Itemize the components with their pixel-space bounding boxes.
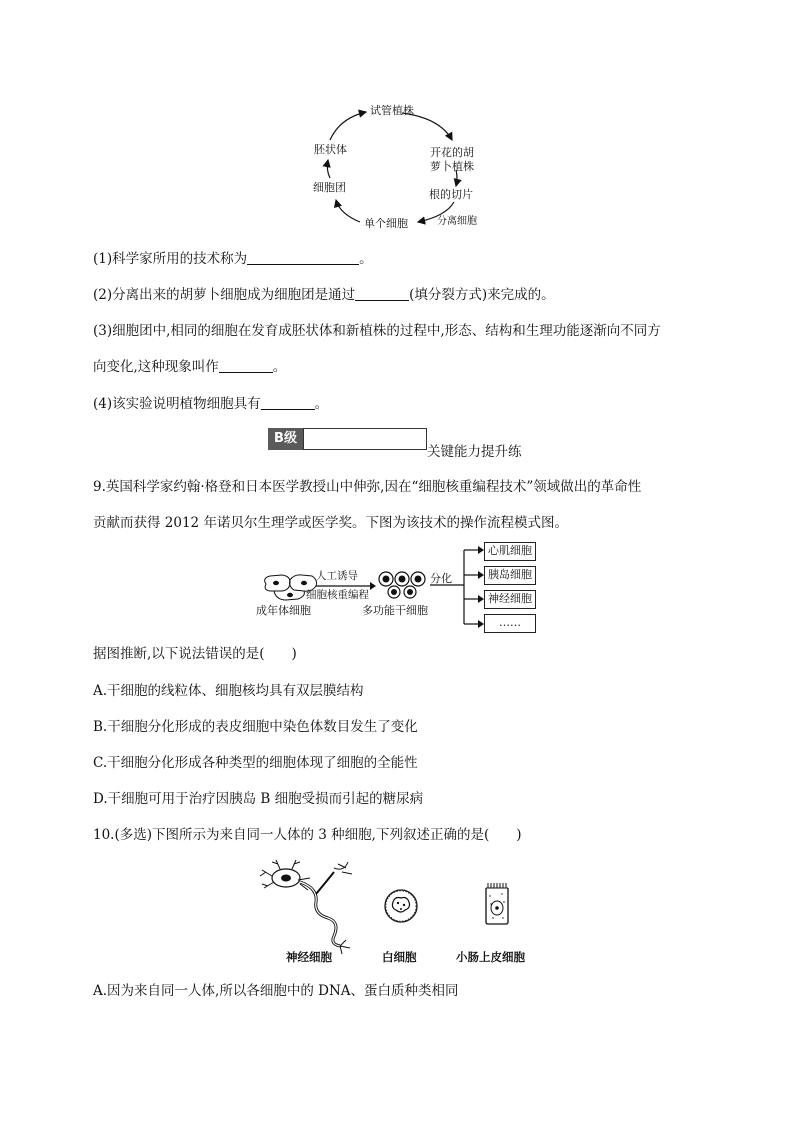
target-cardiac: 心肌细胞 bbox=[484, 542, 536, 561]
caption-white-blood-cell: 白细胞 bbox=[382, 950, 417, 964]
answer-blank bbox=[355, 286, 409, 301]
q9-option-b: B.干细胞分化形成的表皮细胞中染色体数目发生了变化 bbox=[93, 719, 418, 735]
arrow-label-bottom: 细胞核重编程 bbox=[306, 589, 369, 601]
nerve-cell-drawing bbox=[258, 858, 358, 948]
answer-blank bbox=[219, 358, 273, 373]
q9-option-d: D.干细胞可用于治疗因胰岛 B 细胞受损而引起的糖尿病 bbox=[93, 791, 424, 807]
arrow-mass-to-embryoid bbox=[327, 160, 330, 178]
q10-stem: 10.(多选)下图所示为来自同一人体的 3 种细胞,下列叙述正确的是( ) bbox=[93, 827, 522, 843]
arrow-embryoid-to-plant bbox=[330, 112, 366, 140]
q8-part3-line1: (3)细胞团中,相同的细胞在发育成胚状体和新植株的过程中,形态、结构和生理功能逐渐向不同方 bbox=[93, 323, 661, 339]
node-test-tube-plant: 试管植株 bbox=[370, 104, 414, 117]
caption-epithelial-cell: 小肠上皮细胞 bbox=[456, 950, 525, 964]
target-nerve: 神经细胞 bbox=[484, 590, 536, 609]
intestinal-epithelial-cell-drawing bbox=[482, 882, 512, 926]
q10-option-a: A.因为来自同一人体,所以各细胞中的 DNA、蛋白质种类相同 bbox=[93, 983, 459, 999]
node-root-slice: 根的切片 bbox=[429, 188, 473, 201]
q9-question: 据图推断,以下说法错误的是( ) bbox=[93, 646, 297, 662]
arrow-label-top: 人工诱导 bbox=[316, 570, 358, 582]
level-title: 关键能力提升练 bbox=[427, 444, 522, 460]
arrow-single-to-mass bbox=[336, 200, 360, 222]
q9-stem-line2: 贡献而获得 2012 年诺贝尔生理学或医学奖。下图为该技术的操作流程模式图。 bbox=[93, 515, 568, 531]
node-embryoid: 胚状体 bbox=[314, 143, 347, 156]
caption-nerve-cell: 神经细胞 bbox=[286, 950, 332, 964]
stem-cell-label: 多功能干细胞 bbox=[362, 604, 428, 617]
level-badge: B级 bbox=[268, 428, 303, 450]
node-flowering-carrot-l2: 萝卜植株 bbox=[430, 160, 474, 173]
node-cell-mass: 细胞团 bbox=[313, 181, 346, 194]
q9-option-c: C.干细胞分化形成各种类型的细胞体现了细胞的全能性 bbox=[93, 755, 418, 771]
cycle-arrows bbox=[0, 0, 794, 240]
level-badge-frame bbox=[303, 428, 427, 450]
q8-part2: (2)分离出来的胡萝卜细胞成为细胞团是通过 (填分裂方式)来完成的。 bbox=[93, 287, 555, 303]
q8-part3-line2: 向变化,这种现象叫作 。 bbox=[93, 359, 287, 375]
q8-part1: (1)科学家所用的技术称为 。 bbox=[93, 251, 373, 267]
q9-stem-line1: 9.英国科学家约翰·格登和日本医学教授山中伸弥,因在“细胞核重编程技术”领域做出的革命性 bbox=[93, 479, 642, 495]
arrow-plant-to-flower bbox=[402, 113, 452, 140]
node-single-cell: 单个细胞 bbox=[364, 217, 408, 230]
target-more: …… bbox=[484, 614, 536, 633]
differentiation-label: 分化 bbox=[430, 572, 452, 585]
stem-cells-drawing bbox=[378, 570, 438, 598]
target-islet: 胰岛细胞 bbox=[484, 566, 536, 585]
adult-cell-label: 成年体细胞 bbox=[256, 604, 311, 617]
q9-option-a: A.干细胞的线粒体、细胞核均具有双层膜结构 bbox=[93, 683, 364, 699]
answer-blank bbox=[247, 250, 359, 265]
q8-part4: (4)该实验说明植物细胞具有 。 bbox=[93, 396, 329, 412]
node-flowering-carrot-l1: 开花的胡 bbox=[430, 146, 474, 159]
white-blood-cell-drawing bbox=[381, 886, 421, 926]
node-separate-cells: 分离细胞 bbox=[437, 216, 477, 227]
answer-blank bbox=[261, 395, 315, 410]
